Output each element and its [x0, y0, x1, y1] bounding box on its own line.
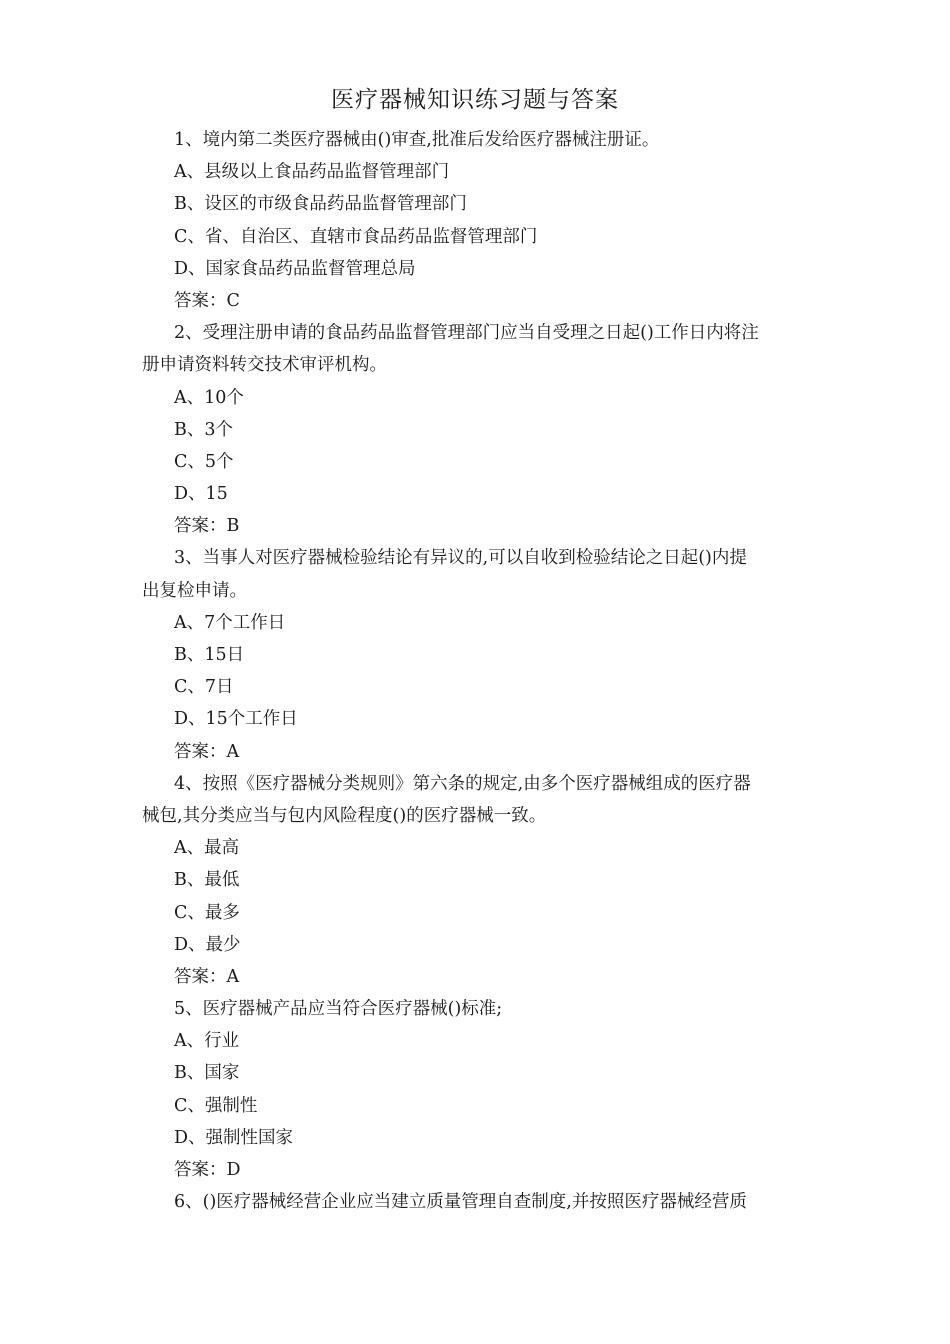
question-text-continued: 械包,其分类应当与包内风险程度()的医疗器械一致。	[142, 805, 547, 826]
answer-option: A、10个	[174, 387, 244, 408]
question-text: 1、境内第二类医疗器械由()审查,批准后发给医疗器械注册证。	[174, 130, 660, 150]
question-text: 4、按照《医疗器械分类规则》第六条的规定,由多个医疗器械组成的医疗器	[174, 773, 751, 794]
answer-option: D、强制性国家	[174, 1127, 294, 1148]
answer-option: B、最低	[174, 870, 240, 891]
question-text: 6、()医疗器械经营企业应当建立质量管理自查制度,并按照医疗器械经营质	[174, 1192, 747, 1213]
question-text: 3、当事人对医疗器械检验结论有异议的,可以自收到检验结论之日起()内提	[174, 548, 747, 569]
answer-option: C、7日	[174, 677, 234, 698]
answer-key: 答案：C	[174, 290, 240, 311]
answer-option: A、县级以上食品药品监督管理部门	[174, 162, 450, 183]
answer-key: 答案：A	[174, 741, 240, 762]
question-text-continued: 册申请资料转交技术审评机构。	[142, 355, 387, 376]
answer-option: A、7个工作日	[174, 612, 286, 633]
answer-option: D、国家食品药品监督管理总局	[174, 258, 416, 279]
question-text-continued: 出复检申请。	[142, 580, 247, 601]
answer-option: B、设区的市级食品药品监督管理部门	[174, 194, 467, 215]
answer-key: 答案：A	[174, 966, 240, 987]
answer-option: A、最高	[174, 838, 240, 859]
document-title: 医疗器械知识练习题与答案	[331, 87, 619, 113]
answer-option: B、3个	[174, 419, 233, 440]
question-text: 2、受理注册申请的食品药品监督管理部门应当自受理之日起()工作日内将注	[174, 323, 759, 344]
answer-option: C、最多	[174, 902, 240, 923]
question-text: 5、医疗器械产品应当符合医疗器械()标准;	[174, 999, 503, 1020]
answer-key: 答案：B	[174, 516, 240, 537]
answer-option: C、5个	[174, 451, 234, 472]
answer-option: B、国家	[174, 1063, 240, 1084]
answer-option: C、省、自治区、直辖市食品药品监督管理部门	[174, 226, 538, 247]
document-body	[142, 124, 822, 1218]
answer-key: 答案：D	[174, 1160, 241, 1180]
answer-option: C、强制性	[174, 1095, 258, 1116]
answer-option: A、行业	[174, 1031, 240, 1052]
answer-option: B、15日	[174, 645, 245, 665]
answer-option: D、15	[174, 484, 228, 505]
answer-option: D、15个工作日	[174, 709, 298, 730]
answer-option: D、最少	[174, 934, 241, 955]
